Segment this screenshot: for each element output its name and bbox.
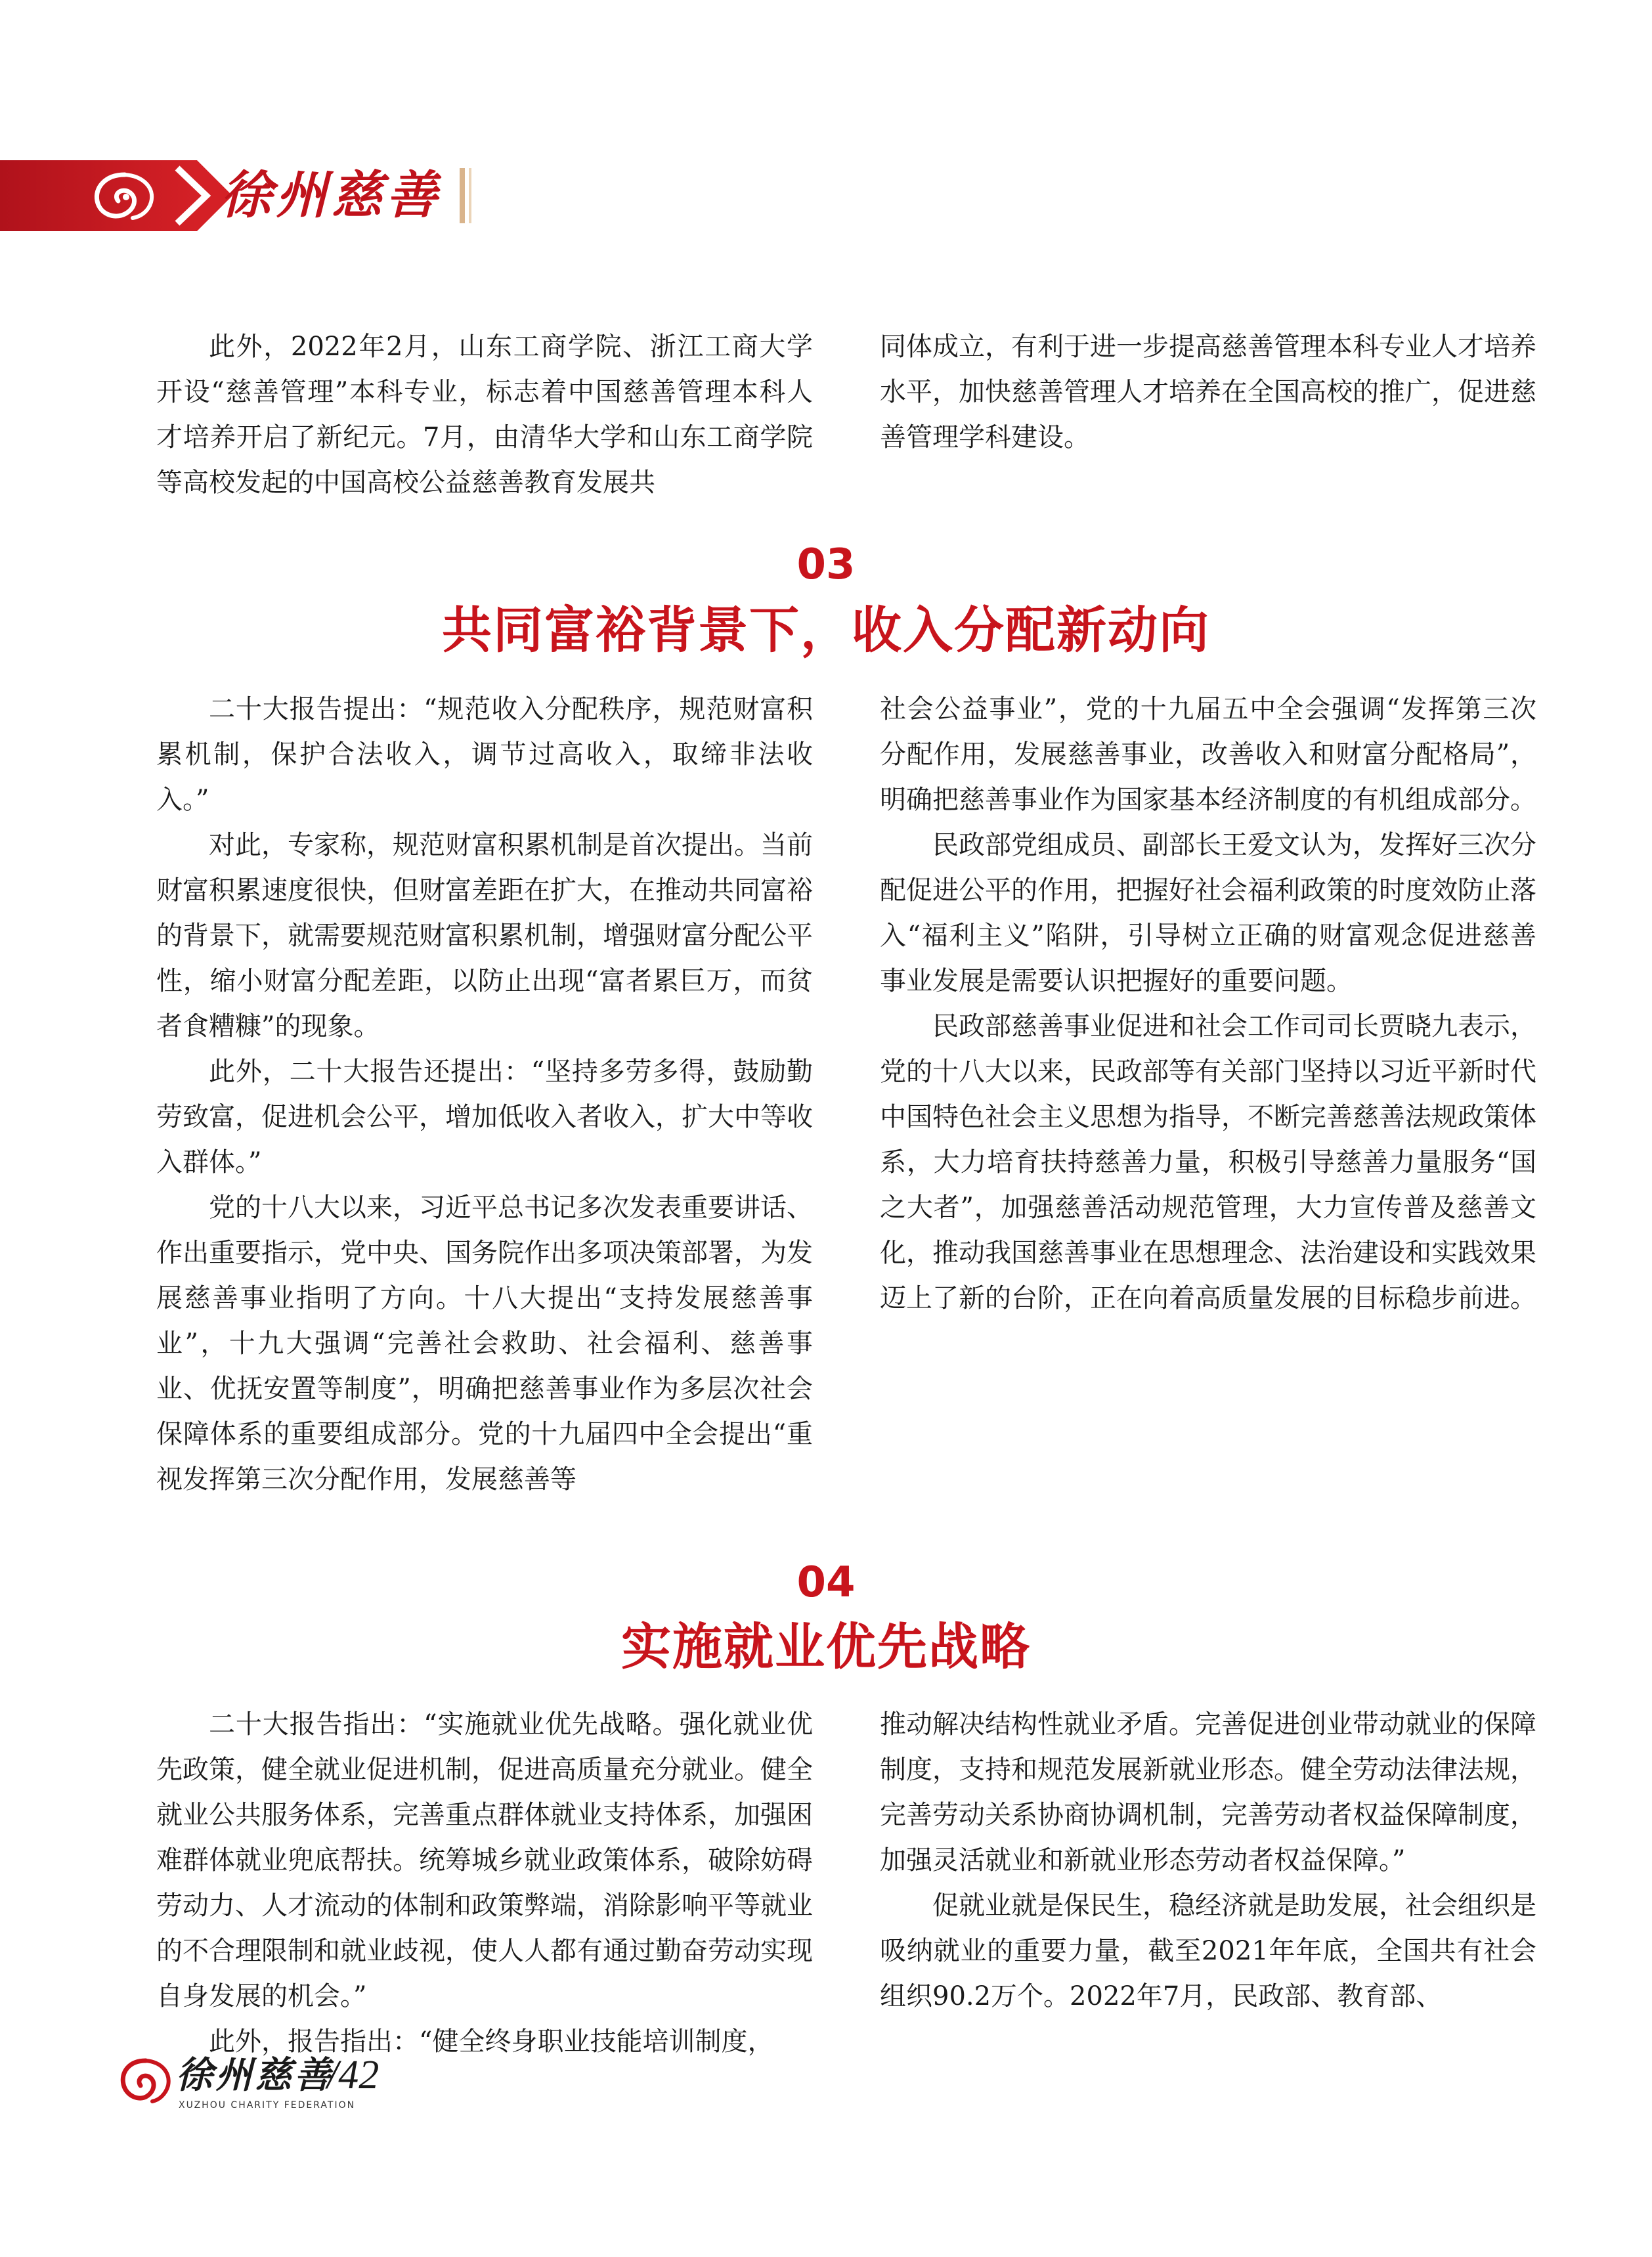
paragraph: 促就业就是保民生，稳经济就是助发展，社会组织是吸纳就业的重要力量，截至2021年年底，全国共有社会组织90.2万个。2022年7月，民政部、教育部、: [880, 1891, 1536, 2011]
section4-left-column: [156, 1702, 813, 2065]
section-title: 共同富裕背景下，收入分配新动向: [442, 601, 1210, 659]
section-number: 04: [796, 1558, 856, 1607]
chevron-right-icon: [172, 165, 214, 226]
paragraph: 二十大报告指出：“实施就业优先战略。强化就业优先政策，健全就业促进机制，促进高质量充分就业。健全就业公共服务体系，完善重点群体就业支持体系，加强困难群体就业兜底帮扶。统筹城乡就业政策体系，破除妨碍劳动力、人才流动的体制和政策弊端，消除影响平等就业的不合理限制和就业歧视，使人人都有通过勤奋劳动实现自身发展的机会。”: [156, 1709, 813, 2011]
paragraph: 此外，二十大报告还提出：“坚持多劳多得，鼓励勤劳致富，促进机会公平，增加低收入者收入，扩大中等收入群体。”: [156, 1057, 813, 1177]
section4-right-column: [880, 1702, 1536, 2019]
header-red-band: [0, 160, 197, 231]
section3-right-column: [880, 687, 1536, 1321]
paragraph: 推动解决结构性就业矛盾。完善促进创业带动就业的保障制度，支持和规范发展新就业形态。健全劳动法律法规，完善劳动关系协商协调机制，完善劳动者权益保障制度，加强灵活就业和新就业形态劳动者权益保障。”: [880, 1709, 1536, 1875]
page-number: /42: [327, 2053, 380, 2097]
footer-subtitle: XUZHOU CHARITY FEDERATION: [179, 2100, 356, 2111]
charity-logo-icon: [85, 168, 164, 223]
charity-logo-icon: [116, 2054, 176, 2108]
section-number: 03: [796, 540, 856, 589]
paragraph: 社会公益事业”，党的十九届五中全会强调“发挥第三次分配作用，发展慈善事业，改善收入和财富分配格局”，明确把慈善事业作为国家基本经济制度的有机组成部分。: [880, 694, 1536, 815]
paragraph: 党的十八大以来，习近平总书记多次发表重要讲话、作出重要指示，党中央、国务院作出多项决策部署，为发展慈善事业指明了方向。十八大提出“支持发展慈善事业”，十九大强调“完善社会救助、社会福利、慈善事业、优抚安置等制度”，明确把慈善事业作为多层次社会保障体系的重要组成部分。党的十九届四中全会提出“重视发挥第三次分配作用，发展慈善等: [156, 1193, 813, 1495]
paragraph: 此外，报告指出：“健全终身职业技能培训制度，: [209, 2027, 774, 2057]
section3-left-column: [156, 687, 813, 1502]
paragraph: 对此，专家称，规范财富积累机制是首次提出。当前财富积累速度很快，但财富差距在扩大，在推动共同富裕的背景下，就需要规范财富积累机制，增强财富分配公平性，缩小财富分配差距，以防止出现“富者累巨万，而贫者食糟糠”的现象。: [156, 830, 813, 1041]
page-header: [0, 160, 460, 231]
header-title: 徐州慈善: [221, 165, 442, 225]
intro-left-column: [156, 324, 813, 506]
intro-right-column: [880, 324, 1536, 460]
page-footer: [116, 2049, 510, 2134]
paragraph: 民政部慈善事业促进和社会工作司司长贾晓九表示，党的十八大以来，民政部等有关部门坚持以习近平新时代中国特色社会主义思想为指导，不断完善慈善法规政策体系，大力培育扶持慈善力量，积极引导慈善力量服务“国之大者”，加强慈善活动规范管理，大力宣传普及慈善文化，推动我国慈善事业在思想理念、法治建设和实践效果迈上了新的台阶，正在向着高质量发展的目标稳步前进。: [880, 1011, 1536, 1313]
footer-title: 徐州慈善: [176, 2053, 334, 2097]
header-divider: [460, 168, 465, 223]
paragraph: 同体成立，有利于进一步提高慈善管理本科专业人才培养水平，加快慈善管理人才培养在全国高校的推广，促进慈善管理学科建设。: [880, 332, 1536, 452]
paragraph: 此外，2022年2月，山东工商学院、浙江工商大学开设“慈善管理”本科专业，标志着中国慈善管理本科人才培养开启了新纪元。7月，由清华大学和山东工商学院等高校发起的中国高校公益慈善教育发展共: [156, 332, 813, 498]
header-divider-light: [469, 168, 471, 223]
section-title: 实施就业优先战略: [621, 1617, 1031, 1676]
paragraph: 二十大报告提出：“规范收入分配秩序，规范财富积累机制，保护合法收入，调节过高收入，取缔非法收入。”: [156, 694, 813, 815]
paragraph: 民政部党组成员、副部长王爱文认为，发挥好三次分配促进公平的作用，把握好社会福利政策的时度效防止落入“福利主义”陷阱，引导树立正确的财富观念促进慈善事业发展是需要认识把握好的重要问题。: [880, 830, 1536, 996]
